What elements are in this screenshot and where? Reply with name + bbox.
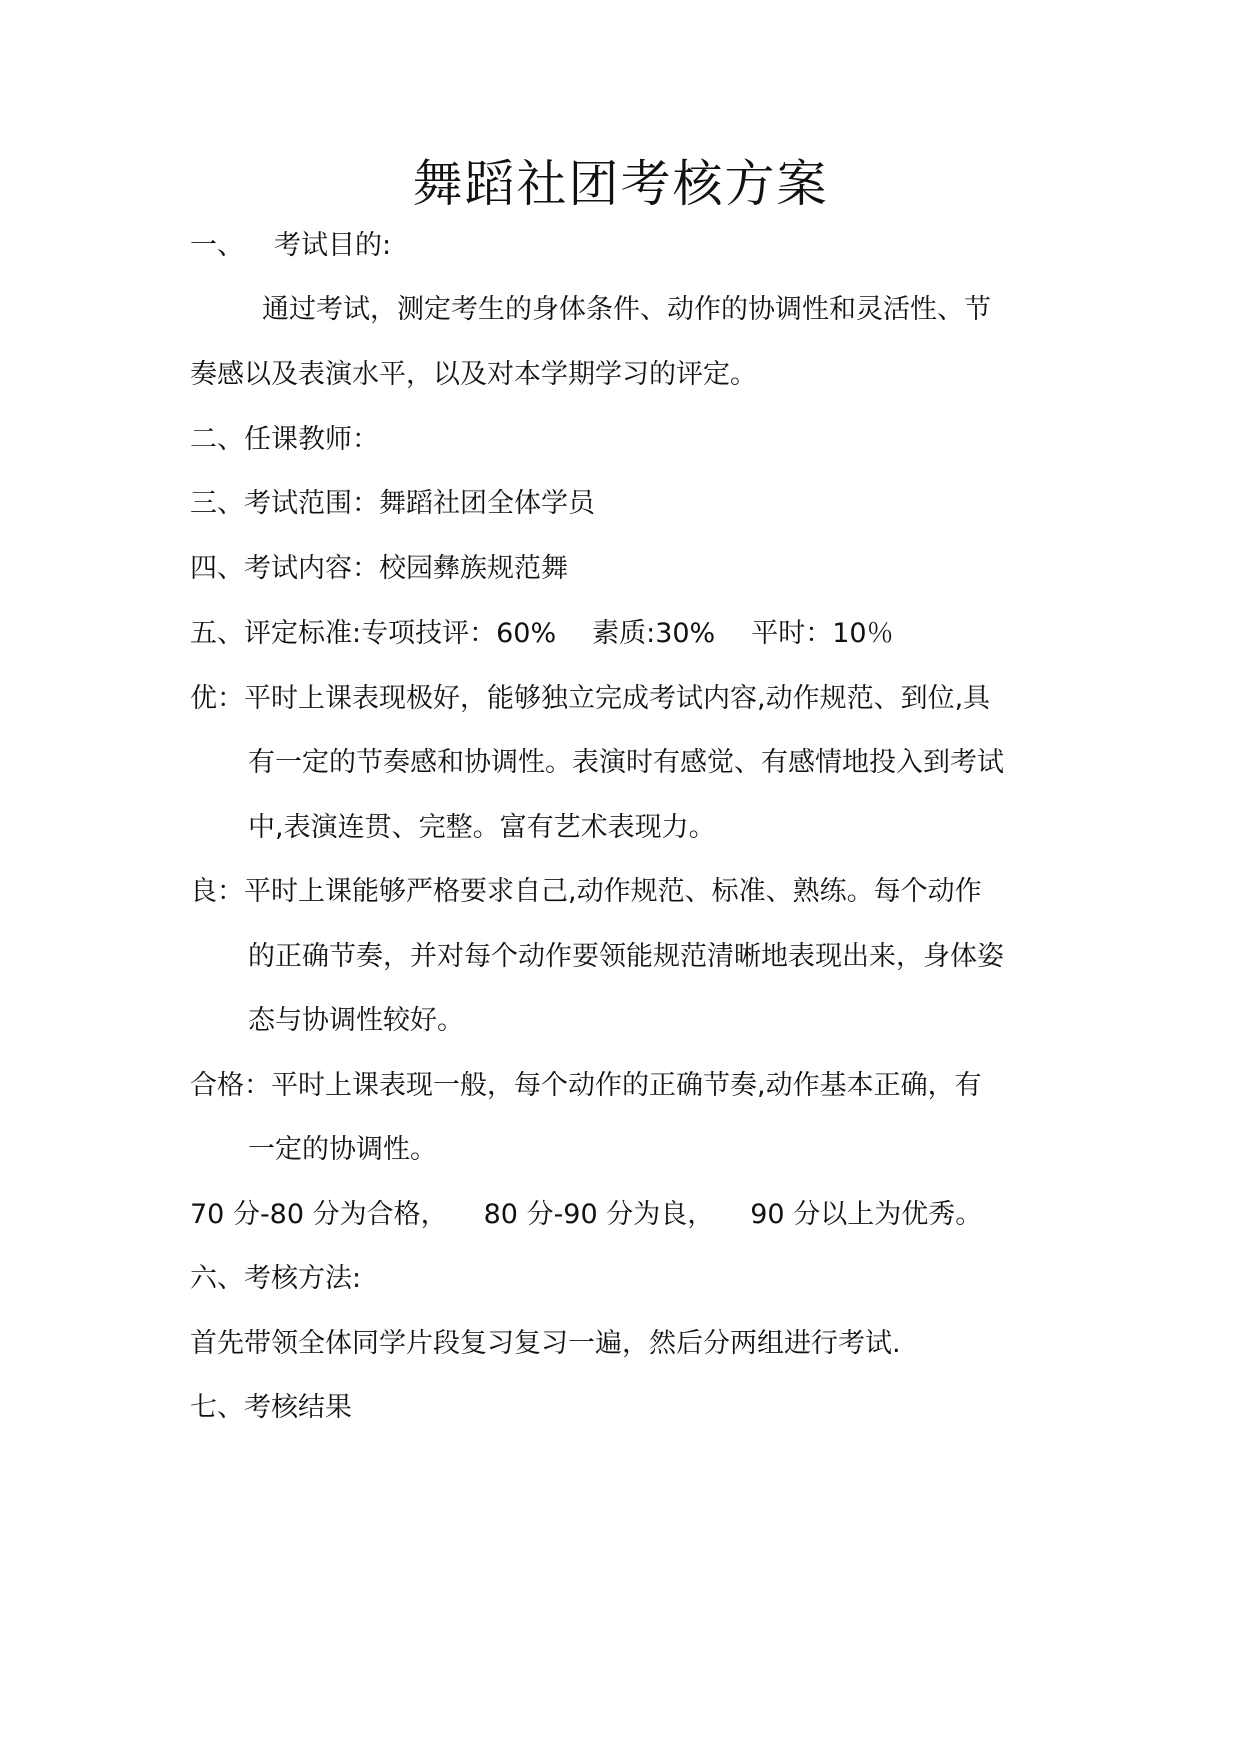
- section6-body: 首先带领全体同学片段复习复习一遍，然后分两组进行考试.: [190, 1328, 901, 1359]
- section1-title: 考试目的:: [274, 230, 392, 261]
- good-line2: 的正确节奏，并对每个动作要领能规范清晰地表现出来，身体姿: [248, 941, 1004, 972]
- excellent-line2: 有一定的节奏感和协调性。表演时有感觉、有感情地投入到考试: [248, 747, 1004, 778]
- criteria-daily: 平时：10％: [751, 618, 894, 649]
- good-line1: 良：平时上课能够严格要求自己,动作规范、标准、熟练。每个动作: [190, 876, 982, 907]
- criteria-quality: 素质:30%: [592, 618, 716, 649]
- section1-body-line1: 通过考试，测定考生的身体条件、动作的协调性和灵活性、节: [262, 294, 991, 325]
- document-title: 舞蹈社团考核方案: [412, 155, 829, 213]
- section1-body-line2: 奏感以及表演水平，以及对本学期学习的评定。: [190, 359, 757, 390]
- section7-heading: 七、考核结果: [190, 1392, 352, 1423]
- section3-scope: 三、考试范围：舞蹈社团全体学员: [190, 488, 595, 519]
- score-ranges: [190, 1198, 982, 1232]
- pass-line2: 一定的协调性。: [248, 1134, 437, 1165]
- section6-heading: 六、考核方法:: [190, 1263, 362, 1294]
- score-good: 80 分-90 分为良，: [483, 1199, 715, 1230]
- section2-teacher: 二、任课教师：: [190, 424, 379, 455]
- score-excellent: 90 分以上为优秀。: [750, 1199, 983, 1230]
- section1-number: 一、: [190, 230, 244, 261]
- section5-criteria: [190, 617, 894, 651]
- pass-line1: 合格：平时上课表现一般，每个动作的正确节奏,动作基本正确，有: [190, 1070, 982, 1101]
- excellent-line3: 中,表演连贯、完整。富有艺术表现力。: [248, 812, 716, 843]
- criteria-skill: 五、评定标准:专项技评：60%: [190, 618, 557, 649]
- good-line3: 态与协调性较好。: [248, 1005, 464, 1036]
- score-pass: 70 分-80 分为合格，: [190, 1199, 448, 1230]
- section1-heading: [190, 229, 391, 263]
- section4-content: 四、考试内容：校园彝族规范舞: [190, 553, 568, 584]
- excellent-line1: 优：平时上课表现极好，能够独立完成考试内容,动作规范、到位,具: [190, 683, 991, 714]
